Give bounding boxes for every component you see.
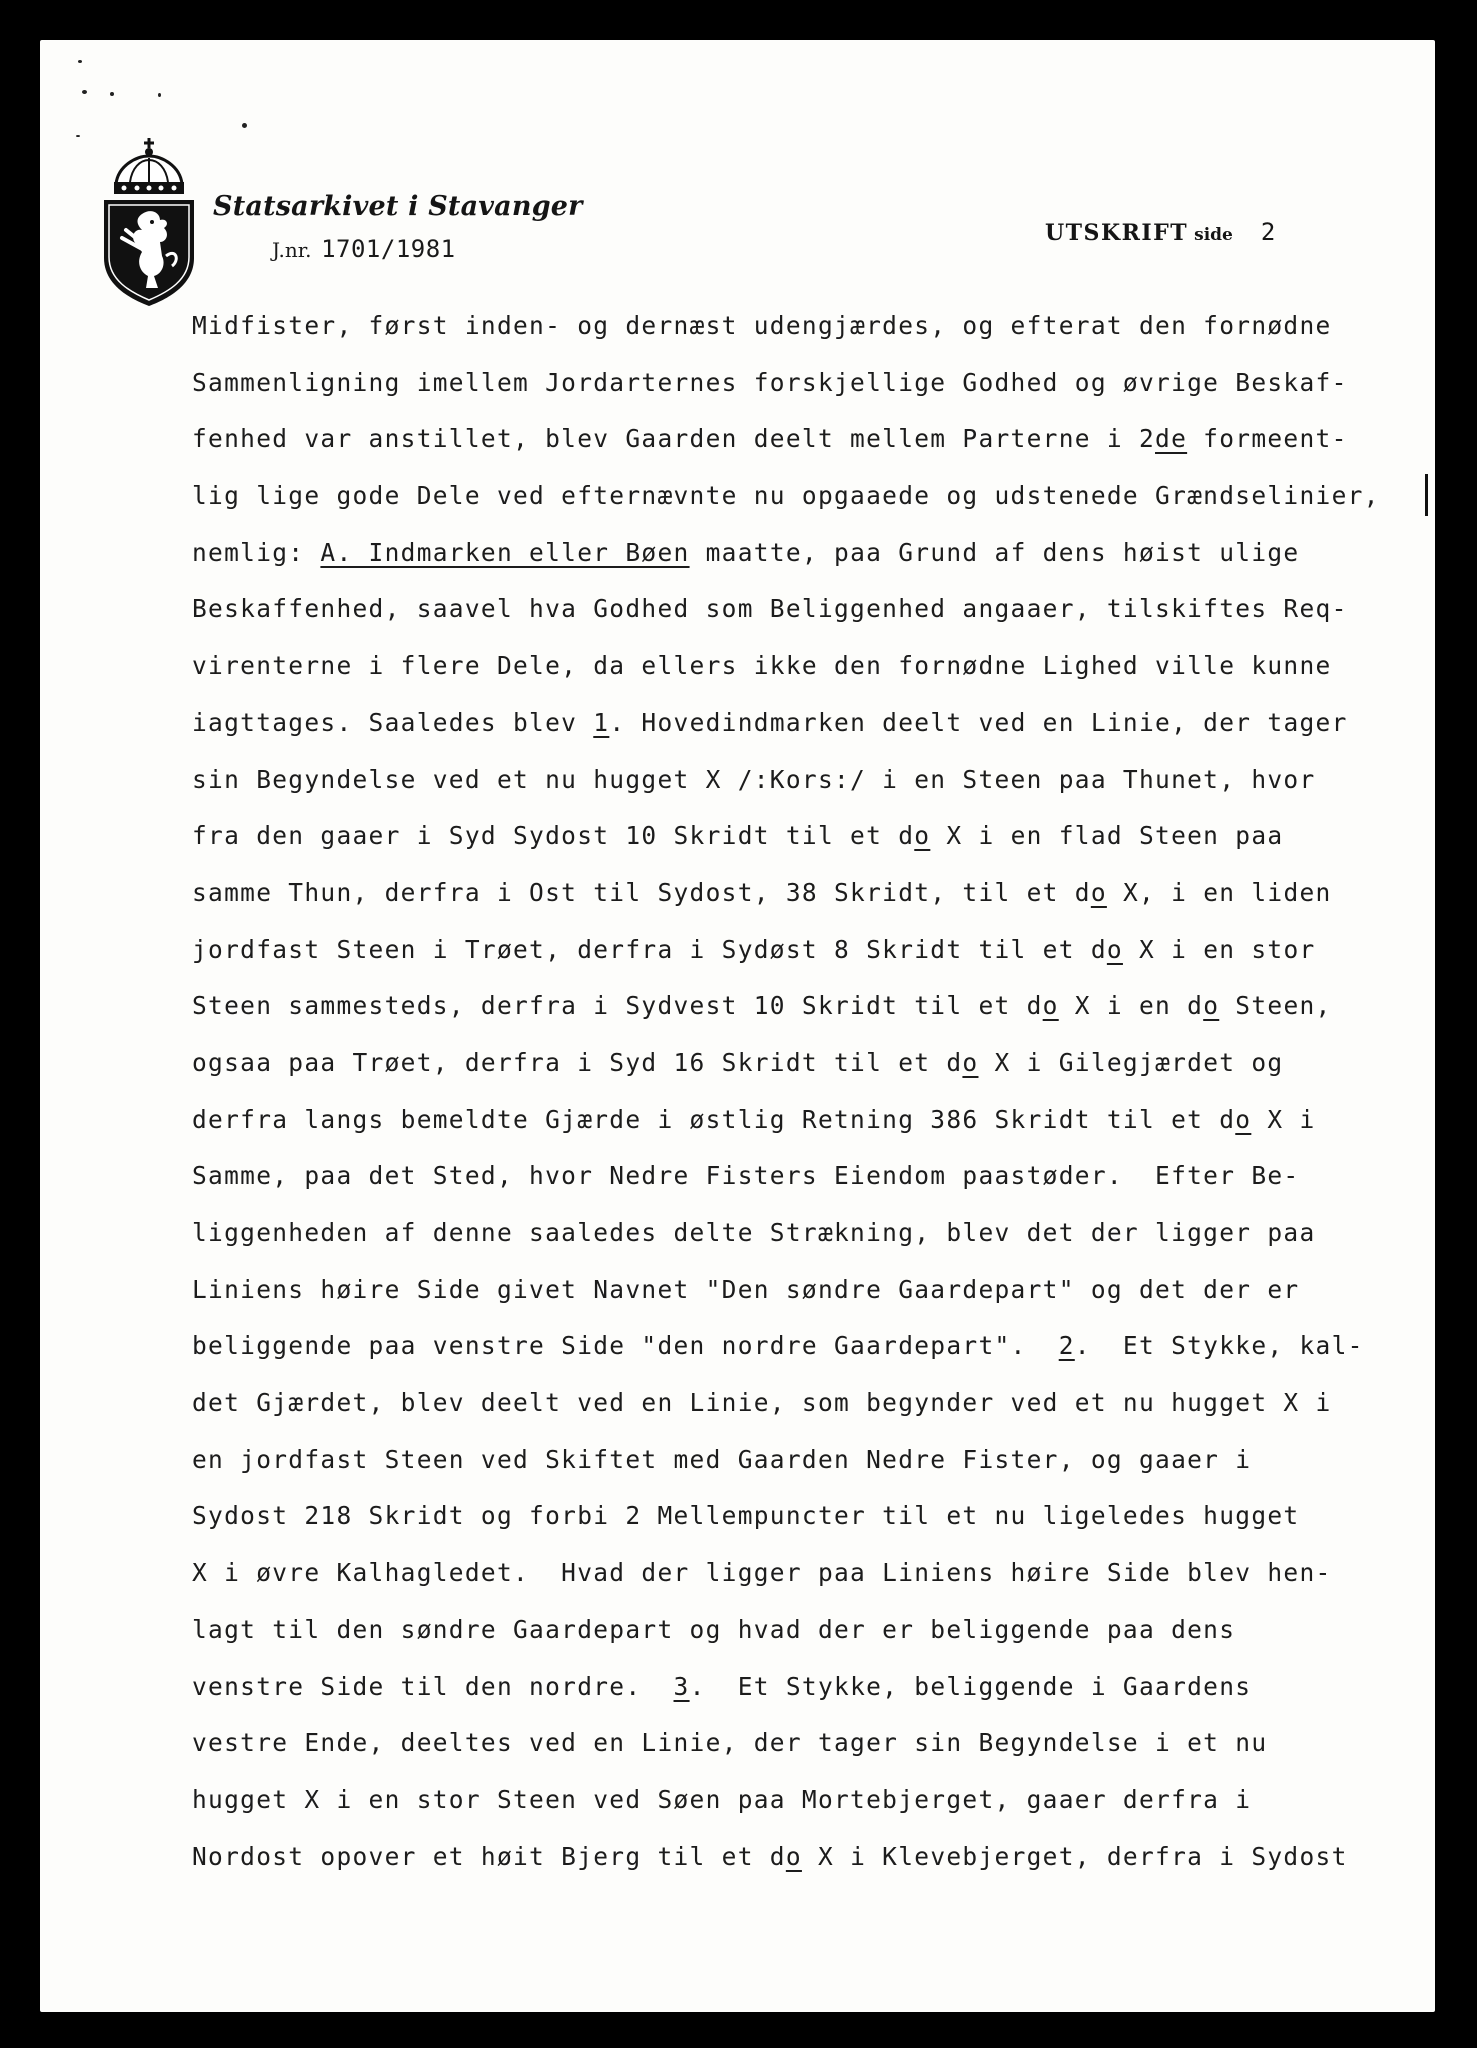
underlined-text: o (1090, 877, 1107, 907)
journal-label: J.nr. (272, 238, 312, 262)
journal-number: 1701/1981 (321, 235, 456, 263)
text-segment: X i øvre Kalhagledet. Hvad der ligger paa Liniens høire Side blev hen- (192, 1558, 1332, 1588)
underlined-text: o (1235, 1104, 1252, 1134)
text-segment: Midfister, først inden- og dernæst udengjærdes, og efterat den fornødne (192, 311, 1332, 340)
text-segment: venstre Side til den nordre. (192, 1671, 674, 1701)
underlined-text: A. Indmarken eller Bøen (320, 537, 690, 567)
journal-reference (272, 235, 456, 263)
text-segment: lagt til den søndre Gaardepart og hvad der er beliggende paa dens (192, 1614, 1236, 1644)
archive-name: Statsarkivet i Stavanger (213, 191, 583, 222)
text-line (192, 581, 1432, 638)
transcript-body (192, 298, 1432, 1885)
text-segment: X i en d (1058, 991, 1204, 1021)
utskrift-label: UTSKRIFT (1045, 220, 1189, 246)
text-segment: hugget X i en stor Steen ved Søen paa Mortebjerget, gaaer derfra i (192, 1784, 1252, 1814)
text-segment: vestre Ende, deeltes ved en Linie, der tager sin Begyndelse i et nu (192, 1728, 1268, 1758)
text-segment: Steen sammesteds, derfra i Sydvest 10 Skridt til et d (192, 991, 1043, 1021)
text-segment: X, i en liden (1106, 877, 1332, 907)
underlined-text: 3 (673, 1671, 690, 1701)
text-line (192, 1262, 1432, 1319)
text-line (192, 1148, 1432, 1205)
text-segment: nemlig: (192, 537, 321, 567)
text-segment: en jordfast Steen ved Skiftet med Gaarden Nedre Fister, og gaaer i (192, 1444, 1252, 1474)
text-segment: ogsaa paa Trøet, derfra i Syd 16 Skridt til et d (192, 1047, 963, 1077)
text-line (192, 922, 1432, 979)
text-line (192, 355, 1432, 412)
underlined-text: o (785, 1841, 802, 1871)
text-line (192, 1829, 1432, 1886)
text-segment: X i Klevebjerget, derfra i Sydost (801, 1841, 1348, 1871)
text-segment: . Et Stykke, beliggende i Gaardens (689, 1671, 1252, 1701)
text-line (192, 752, 1432, 809)
text-segment: X i Gilegjærdet og (978, 1047, 1284, 1077)
text-segment: maatte, paa Grund af dens høist ulige (689, 537, 1300, 567)
text-segment: Samme, paa det Sted, hvor Nedre Fisters Eiendom paastøder. Efter Be- (192, 1161, 1300, 1191)
text-line (192, 1432, 1432, 1489)
text-line (192, 978, 1432, 1035)
text-segment: samme Thun, derfra i Ost til Sydost, 38 Skridt, til et d (192, 877, 1091, 907)
text-line (192, 1092, 1432, 1149)
text-segment: det Gjærdet, blev deelt ved en Linie, som begynder ved et nu hugget X i (192, 1388, 1332, 1418)
text-line (192, 1488, 1432, 1545)
text-segment: fra den gaaer i Syd Sydost 10 Skridt til et d (192, 821, 915, 851)
text-line (192, 1035, 1432, 1092)
text-line (192, 1545, 1432, 1602)
underlined-text: 2 (1058, 1331, 1075, 1361)
underlined-text: 1 (593, 707, 610, 737)
text-line (192, 525, 1432, 582)
text-segment: liggenheden af denne saaledes delte Strækning, blev det der ligger paa (192, 1218, 1316, 1247)
text-line (192, 1375, 1432, 1432)
text-segment: jordfast Steen i Trøet, derfra i Sydøst 8 Skridt til et d (192, 934, 1107, 964)
text-line (192, 1602, 1432, 1659)
text-segment: X i (1251, 1104, 1316, 1134)
text-segment: Nordost opover et høit Bjerg til et d (192, 1841, 786, 1871)
text-segment: Sammenligning imellem Jordarternes forskjellige Godhed og øvrige Beskaf- (192, 367, 1348, 397)
text-line (192, 1715, 1432, 1772)
text-segment: derfra langs bemeldte Gjærde i østlig Retning 386 Skridt til et d (192, 1104, 1236, 1134)
text-segment: X i en stor (1122, 934, 1316, 964)
text-segment: formeent- (1187, 424, 1348, 454)
underlined-text: o (962, 1047, 979, 1077)
text-segment: beliggende paa venstre Side "den nordre Gaardepart". (192, 1331, 1059, 1361)
text-line (192, 1205, 1432, 1262)
text-segment: . Hovedindmarken deelt ved en Linie, der tager (609, 707, 1348, 737)
underlined-text: o (1106, 934, 1123, 964)
text-segment: virenterne i flere Dele, da ellers ikke den fornødne Lighed ville kunne (192, 651, 1332, 681)
underlined-text: o (914, 821, 931, 851)
underlined-text: de (1155, 424, 1188, 454)
text-line (192, 808, 1432, 865)
text-line (192, 695, 1432, 752)
text-segment: sin Begyndelse ved et nu hugget X /:Kors:/ i en Steen paa Thunet, hvor (192, 764, 1316, 794)
text-line (192, 1772, 1432, 1829)
text-line (192, 638, 1432, 695)
page-header-right (1045, 218, 1275, 246)
page-number: 2 (1260, 218, 1276, 246)
text-line (192, 865, 1432, 922)
text-segment: Liniens høire Side givet Navnet "Den søndre Gaardepart" og det der er (192, 1274, 1300, 1304)
text-line (192, 1659, 1432, 1716)
text-line (192, 1318, 1432, 1375)
text-segment: Sydost 218 Skridt og forbi 2 Mellempuncter til et nu ligeledes hugget (192, 1501, 1300, 1531)
text-line (192, 468, 1432, 525)
utskrift-side-label: side (1194, 225, 1233, 245)
text-segment: Steen, (1219, 991, 1332, 1021)
text-segment: lig lige gode Dele ved efternævnte nu opgaaede og udstenede Grændselinier, (192, 481, 1380, 511)
text-segment: Beskaffenhed, saavel hva Godhed som Beliggenhed angaaer, tilskiftes Req- (192, 594, 1348, 624)
text-segment: fenhed var anstillet, blev Gaarden deelt mellem Parterne i 2 (192, 424, 1156, 454)
text-segment: . Et Stykke, kal- (1074, 1331, 1364, 1361)
underlined-text: o (1203, 991, 1220, 1021)
text-line (192, 298, 1432, 355)
norwegian-coat-of-arms-icon (100, 138, 198, 308)
text-segment: iagttages. Saaledes blev (192, 707, 594, 737)
text-line (192, 411, 1432, 468)
text-segment: X i en flad Steen paa (930, 821, 1284, 851)
underlined-text: o (1042, 991, 1059, 1021)
